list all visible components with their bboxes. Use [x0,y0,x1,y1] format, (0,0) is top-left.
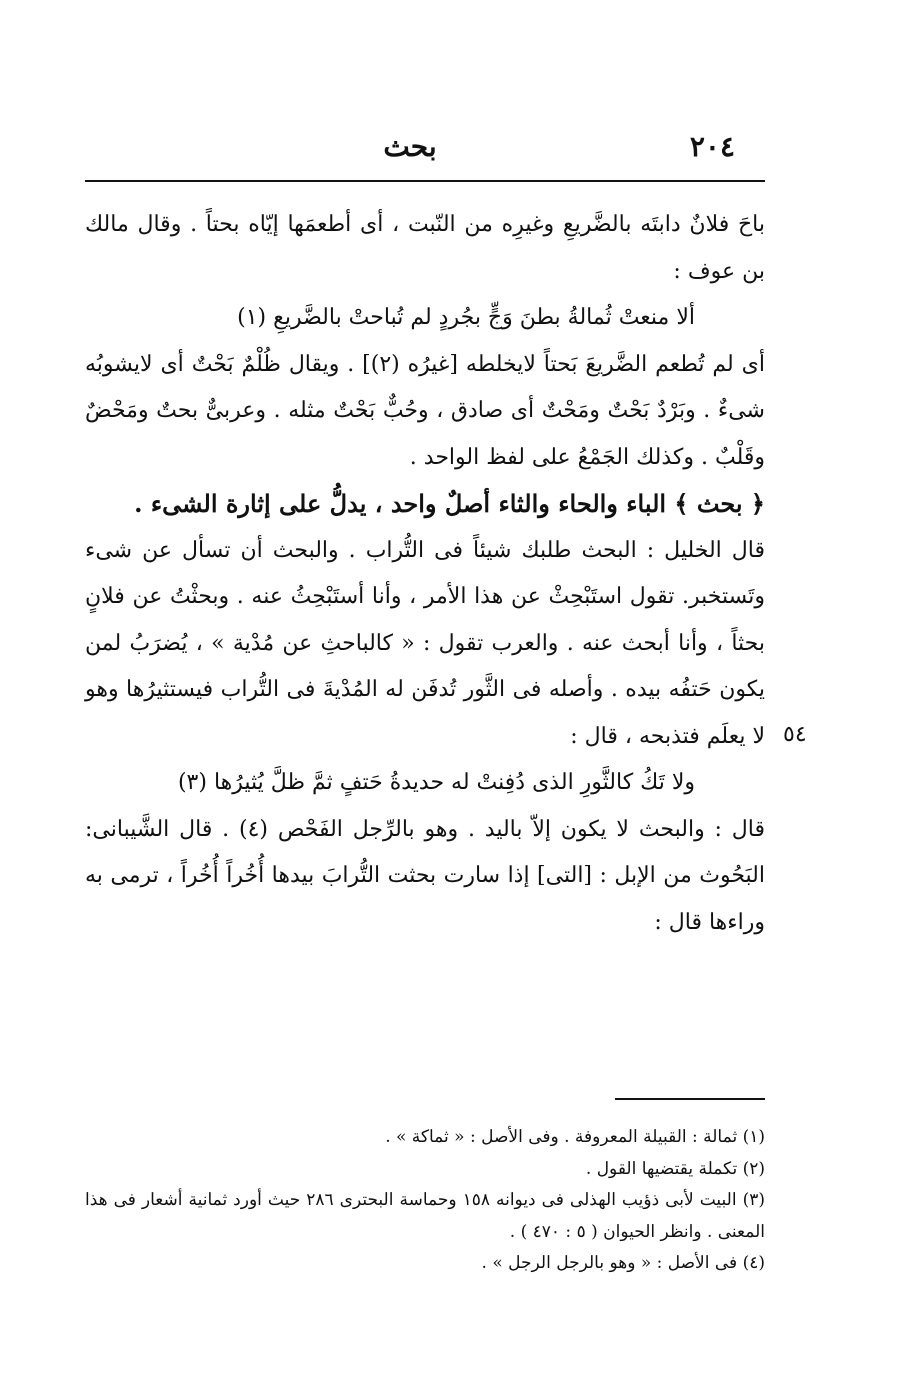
footnote: (٤) فى الأصل : « وهو بالرجل الرجل » . [481,1253,765,1273]
page-number: ٢٠٤ [689,130,735,163]
footnotes [85,1122,765,1280]
footnote: (٣) البيت لأبى ذؤيب الهذلى فى ديوانه ١٥٨ وحماسة البحترى ٢٨٦ حيث أورد ثمانية أشعار فى هذا المعنى . وانظر الحيوان ( ٥ : ٤٧٠ ) . [85,1190,766,1242]
paragraph-explanation: أى لم تُطعم الضَّريعَ بَحتاً لايخلطه [غيرُه (٢)] . ويقال ظُلْمٌ بَحْتٌ أى لايشوبُه شىءٌ . وبَرْدٌ بَحْتٌ ومَحْتٌ أى صادق ، وحُبٌّ بَحْتٌ مثله . وعربىٌّ بحتٌ ومَحْضٌ وقَلْبٌ . وكذلك الجَمْعُ على لفظ الواحد . [85,351,765,470]
footnote: (١) ثمالة : القبيلة المعروفة . وفى الأصل : « ثماكة » . [385,1127,765,1147]
paragraph-khalil: قال الخليل : البحث طلبك شيئاً فى التُّراب . والبحث أن تسأل عن شىء وتَستخبر. تقول استَبْحِثْ عن هذا الأمر ، وأنا أستَبْحِثُ عنه . وبحثْتُ عن فلانٍ بحثاً ، وأنا أبحث عنه . والعرب تقول : « كالباحثِ عن مُدْية » ، يُضرَبُ لمن يكون حَتفُه بيده . وأصله فى الثَّور تُدفَن له المُدْيةَ فى التُّراب فيستثيرُها وهو لا يعلَم فتذبحه ، قال : [85,537,765,749]
main-text [85,202,765,946]
footnote-rule [615,1098,765,1100]
verse-line: ألا منعتْ ثُمالةُ بطنَ وَجٍّ بجُردٍ لم تُباحتْ بالضَّريعِ (١) [237,305,695,330]
footnote: (٢) تكملة يقتضيها القول . [585,1158,765,1179]
entry-heading: ﴿ بحث ﴾ الباء والحاء والثاء أصلٌ واحد ، يدلُّ على إثارة الشىء . [134,489,765,518]
verse-line: ولا تَكُ كالثَّورِ الذى دُفِنتْ له حديدةُ حَتفٍ ثمَّ ظلَّ يُثيرُها (٣) [177,770,695,795]
paragraph-shaybani: قال : والبحث لا يكون إلاّ باليد . وهو بالرِّجل الفَحْص (٤) . قال الشَّيبانى: البَحُوث من الإبل : [التى] إذا سارت بحثت التُّرابَ بيدها أُخُراً أُخُراً ، ترمى به وراءها قال : [85,816,765,935]
header-rule [85,180,765,182]
page-header [85,130,735,180]
running-head: بحث [383,130,437,163]
margin-number: ٥٤ [783,722,807,747]
paragraph-intro: باحَ فلانٌ دابتَه بالضَّريعِ وغيرِه من النّبت ، أى أطعمَها إيّاه بحتاً . وقال مالك بن عوف : [85,212,765,284]
